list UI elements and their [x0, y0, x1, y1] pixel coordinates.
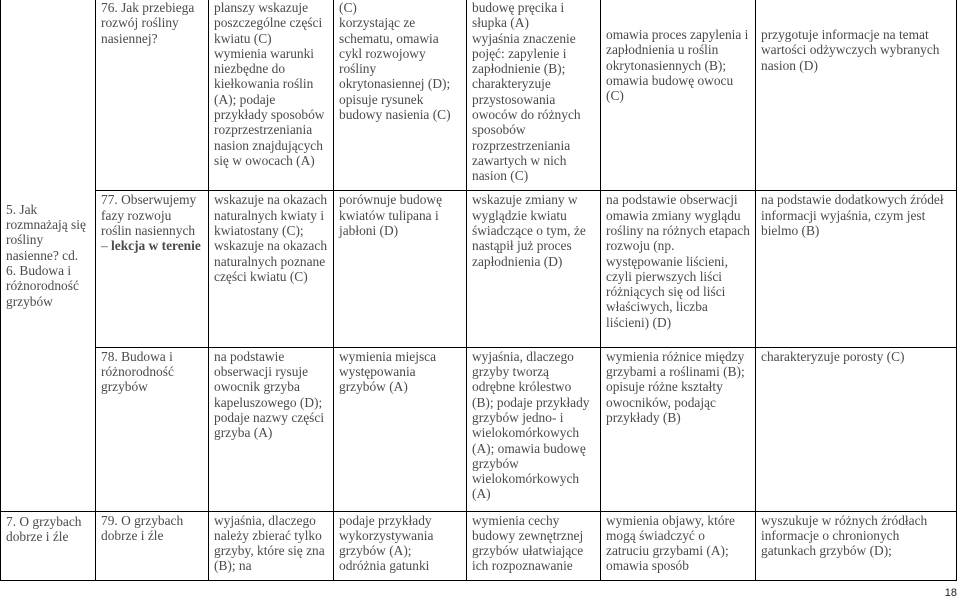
- requirement-text: charakteryzuje porosty (C): [761, 348, 905, 364]
- table-row: [1, 347, 957, 511]
- requirements-cell: [209, 0, 334, 191]
- requirements-cell: [601, 347, 756, 511]
- section-cell-5-6: [1, 0, 96, 511]
- requirement-text: wymienia różnice między grzybami a roślinami (B); opisuje różne kształty owocników, podając przykłady (B): [606, 348, 745, 425]
- table-row: [1, 0, 957, 191]
- requirement-text: na podstawie dodatkowych źródeł informacji wyjaśnia, czym jest bielmo (B): [761, 192, 944, 238]
- requirements-cell: [467, 0, 601, 191]
- requirement-text: omawia proces zapylenia i zapłodnienia u roślin okrytonasiennych (B); omawia budowę owocu (C): [606, 27, 749, 104]
- requirement-text: przygotuje informacje na temat wartości odżywczych wybranych nasion (D): [761, 27, 940, 73]
- requirement-text: podaje przykłady wykorzystywania grzybów (A); odróżnia gatunki: [339, 512, 434, 574]
- requirements-cell: [334, 191, 467, 347]
- requirement-text: wyjaśnia znaczenie pojęć: zapylenie i zapłodnienie (B); charakteryzuje przystosowania owoców do różnych sposobów rozprzestrzeniania zawartych w nich nasion (C): [472, 30, 581, 184]
- requirement-text: korzystając ze schematu, omawia cykl rozwojowy rośliny okrytonasiennej (D); opisuje rysunek budowy nasienia (C): [339, 15, 451, 123]
- requirement-text: wymienia objawy, które mogą świadczyć o zatruciu grzybami (A); omawia sposób: [606, 512, 735, 574]
- lesson-title: 78. Budowa i różnorodność grzybów: [101, 348, 174, 395]
- requirement-text: wymienia warunki niezbędne do kiełkowania roślin (A); podaje przykłady sposobów rozprzestrzeniania nasion znajdujących się w owocach (A): [214, 45, 325, 168]
- lesson-cell-77: [96, 191, 209, 347]
- requirement-text: wyjaśnia, dlaczego należy zbierać tylko grzyby, które się zna (B); na: [214, 512, 325, 574]
- requirements-cell: [467, 511, 601, 580]
- lesson-title: 76. Jak przebiega rozwój rośliny nasiennej?: [101, 0, 195, 46]
- lesson-title-bold: lekcja w terenie: [111, 238, 201, 254]
- requirement-text: na podstawie obserwacji rysuje owocnik grzyba kapeluszowego (D); podaje nazwy części grzyba (A): [214, 348, 325, 441]
- requirements-cell: [334, 347, 467, 511]
- requirement-text: na podstawie obserwacji omawia zmiany wyglądu rośliny na różnych etapach rozwoju (np. występowanie liścieni, czyli pierwszych liści różniących się od liści właściwych, liczba liścieni) (D): [606, 192, 750, 330]
- requirement-text: wskazuje na okazach naturalnych kwiaty i kwiatostany (C);: [214, 192, 328, 238]
- requirement-text: wskazuje na okazach naturalnych poznane części kwiatu (C): [214, 238, 328, 284]
- requirement-text: wymienia miejsca występowania grzybów (A): [339, 348, 437, 395]
- requirements-cell: [601, 511, 756, 580]
- requirements-cell: [334, 0, 467, 191]
- page-number: 18: [944, 587, 957, 599]
- requirement-text: wyszukuje w różnych źródłach informacje o chronionych gatunkach grzybów (D);: [761, 512, 928, 559]
- section-title: 7. O grzybach dobrze i źle: [6, 513, 82, 544]
- lesson-title: 77. Obserwujemy fazy rozwoju roślin nasiennych –: [101, 192, 197, 254]
- requirement-text: porównuje budowę kwiatów tulipana i jabłoni (D): [339, 192, 443, 238]
- requirements-cell: [467, 347, 601, 511]
- lesson-cell-79: [96, 511, 209, 580]
- requirements-cell: [601, 191, 756, 347]
- section-cell-7: [1, 511, 96, 580]
- lesson-title: 79. O grzybach dobrze i źle: [101, 512, 184, 543]
- requirement-text: wskazuje zmiany w wyglądzie kwiatu świadczące o tym, że nastąpił już proces zapłodnienia (D): [472, 192, 586, 269]
- lesson-cell-76: [96, 0, 209, 191]
- table-row: [1, 511, 957, 580]
- requirements-cell: [209, 191, 334, 347]
- requirements-cell: [209, 347, 334, 511]
- requirements-cell: [334, 511, 467, 580]
- lesson-cell-78: [96, 347, 209, 511]
- requirement-text: (C): [339, 0, 357, 15]
- requirement-text: wymienia cechy budowy zewnętrznej grzybów ułatwiające ich rozpoznawanie: [472, 512, 584, 574]
- requirements-cell: [756, 511, 957, 580]
- requirements-cell: [467, 191, 601, 347]
- requirements-cell: [209, 511, 334, 580]
- requirements-cell: [756, 347, 957, 511]
- requirement-text: wyjaśnia, dlaczego grzyby tworzą odrębne królestwo (B); podaje przykłady grzybów jedno- i wielokomórkowych (A); omawia budowę grzybów wielokomórkowych (A): [472, 348, 590, 502]
- section-title: 5. Jak rozmnażają się rośliny nasienne? cd. 6. Budowa i różnorodność grzybów: [6, 201, 86, 309]
- requirements-cell: [756, 191, 957, 347]
- requirement-text: budowę pręcika i słupka (A): [472, 0, 565, 31]
- requirements-cell: [756, 0, 957, 191]
- requirement-text: planszy wskazuje poszczególne części kwiatu (C): [214, 0, 323, 46]
- table-row: [1, 191, 957, 347]
- requirements-cell: [601, 0, 756, 191]
